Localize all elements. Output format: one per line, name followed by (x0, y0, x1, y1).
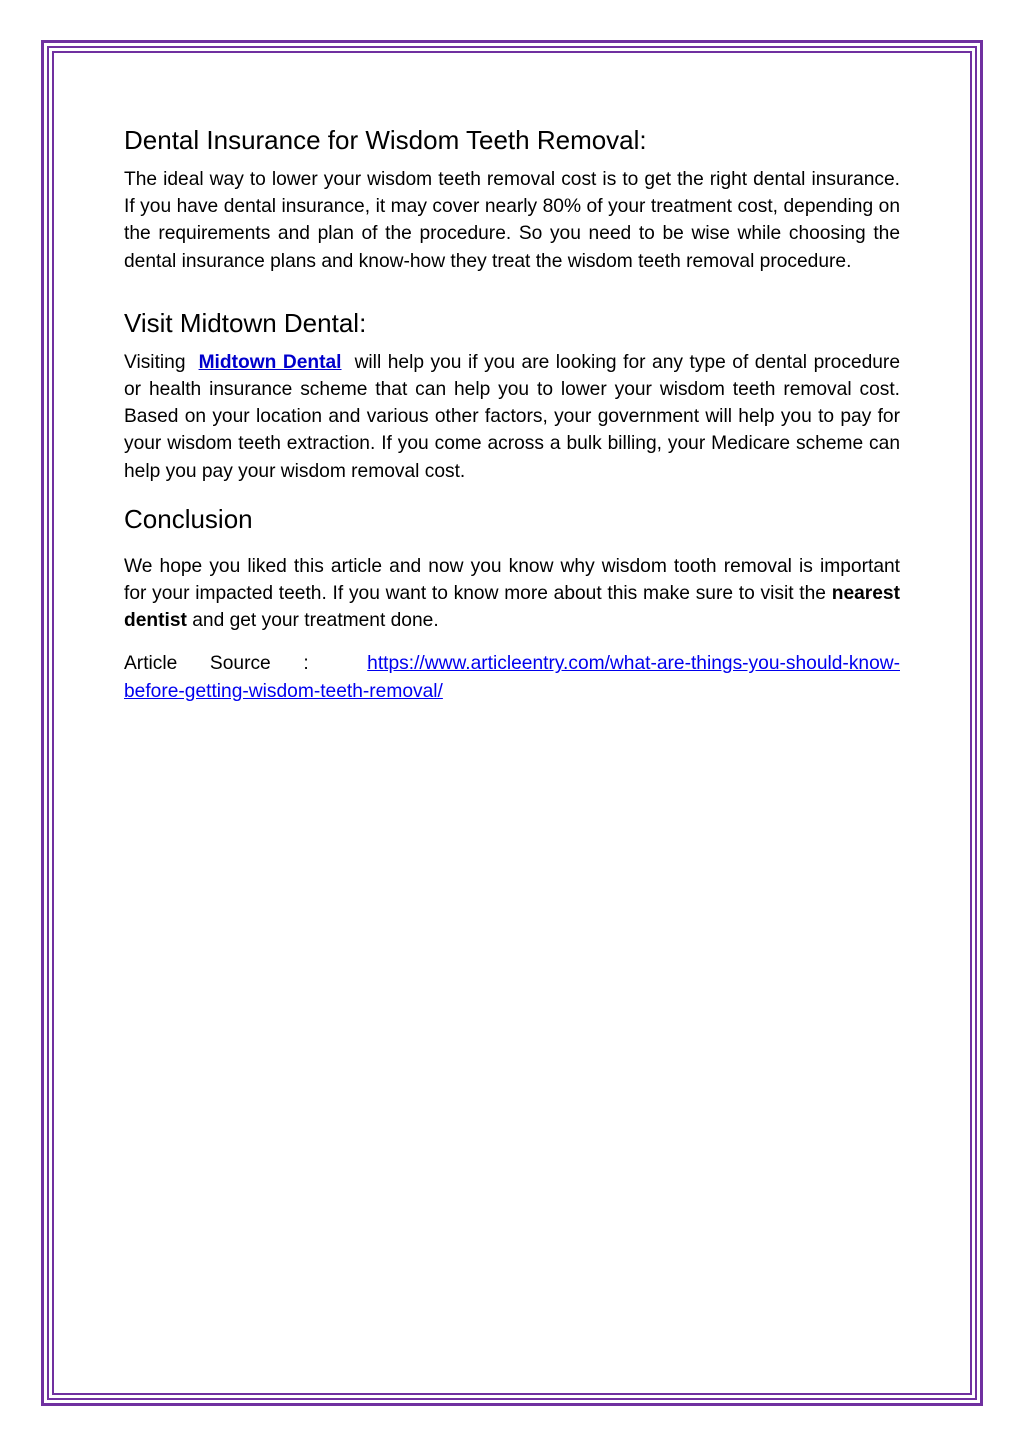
article-source (124, 650, 900, 704)
section-dental-insurance (124, 120, 900, 275)
paragraph-text: and get your treatment done. (192, 610, 439, 632)
article-source-label: Article Source : (124, 653, 309, 675)
section-heading: Visit Midtown Dental: (124, 307, 367, 338)
bold-text: nearest dentist (124, 583, 900, 632)
paragraph-text: will help you if you are looking for any type of dental procedure or health insurance scheme that can help you to lower your wisdom teeth removal cost. Based on your location and various other factors, your government will help you to pay for your wisdom teeth extraction. If you come across a bulk billing, your Medicare scheme can help you pay your wisdom removal cost. (124, 351, 900, 482)
section-visit-midtown (124, 303, 900, 485)
section-paragraph (124, 349, 900, 485)
section-heading: Conclusion (124, 503, 253, 534)
paragraph-text: Visiting (124, 351, 186, 373)
section-conclusion (124, 499, 900, 705)
section-paragraph: The ideal way to lower your wisdom teeth removal cost is to get the right dental insurance. If you have dental insurance, it may cover nearly 80% of your treatment cost, depending on the requirements and plan of the procedure. So you need to be wise while choosing the dental insurance plans and know-how they treat the wisdom teeth removal procedure. (124, 169, 900, 272)
paragraph-text: We hope you liked this article and now you know why wisdom tooth removal is important for your impacted teeth. If you want to know more about this make sure to visit the (124, 555, 900, 605)
section-paragraph (124, 553, 900, 635)
midtown-dental-link[interactable]: Midtown Dental (198, 351, 342, 373)
section-heading: Dental Insurance for Wisdom Teeth Removal: (124, 125, 647, 155)
document-content (124, 120, 900, 705)
article-source-link[interactable]: https://www.articleentry.com/what-are-things-you-should-know-before-getting-wisdom-teeth-removal/ (124, 653, 900, 702)
